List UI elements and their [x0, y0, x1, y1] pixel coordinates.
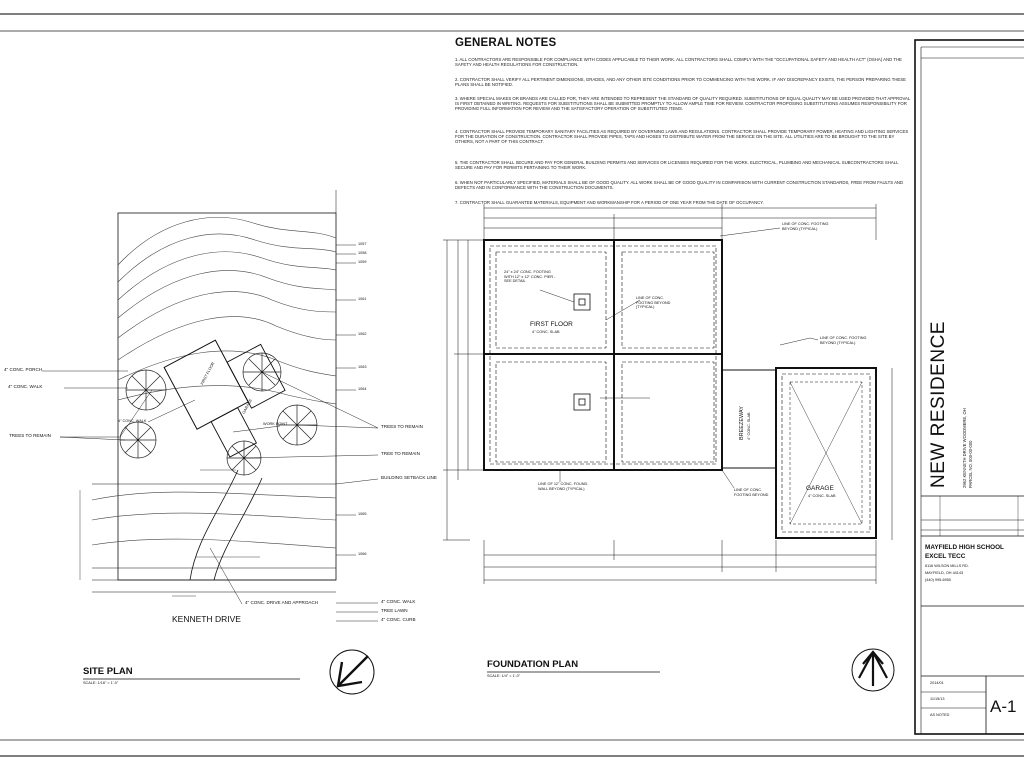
label-tree-lawn: TREE LAWN	[381, 608, 408, 613]
drawing-date: 2014/01	[930, 681, 944, 685]
note-4: 4. CONTRACTOR SHALL PROVIDE TEMPORARY SANITARY FACILITIES AS REQUIRED BY GOVERNING LAWS AND REGULATIONS. CONTRACTOR SHALL PROVIDE TEMPORARY POWER, HEATING AND LIGHTING SERVICES FOR THE DURATION OF CONSTRUCTION. CONTRACTOR SHALL PROVIDE PIPES, TAPS AND HOSES TO DISTRIBUTE WATER FROM THE SERVICE ON THE SITE. ALL UTILITIES ARE TO BE BROUGHT TO THE SITE BY OTHERS, NOT A PART OF THIS CONTRACT.	[455, 129, 909, 145]
drawing-scale: AS NOTED	[930, 713, 950, 717]
school-city: MAYFIELD, OH 44143	[925, 571, 964, 575]
note-3: 3. WHERE SPECIAL MAKES OR BRANDS ARE CALLED FOR, THEY ARE INTENDED TO REPRESENT THE STANDARD OF QUALITY REQUIRED. SUBSTITUTIONS OF EQUAL QUALITY MAY BE USED PROVIDED THAT APPROVAL IS FIRST OBTAINED IN WRITING. REQUESTS FOR SUBSTITUTIONS SHALL BE SUBMITTED PROMPTLY TO ALLOW AMPLE TIME FOR REVIEW. CONTRACTOR PROPOSING SUBSTITUTIONS ASSUMES RESPONSIBILITY FOR PROVIDING FULL INFORMATION FOR REVIEW AND THE SATISFACTORY OPERATION OF SUBSTITUTED ITEMS.	[455, 96, 911, 112]
site-label-garage: GARAGE	[241, 398, 253, 415]
label-conc-walk-b: 4" CONC. WALK	[381, 599, 416, 604]
fp-label-breezeway-slab: 4" CONC. SLAB	[747, 412, 751, 440]
label-work-point: WORK POINT	[263, 422, 288, 426]
fp-label-breezeway: BREEZEWAY	[739, 406, 745, 440]
contour-1064: 1064	[358, 387, 367, 391]
site-label-first-floor: FIRST FLOOR	[200, 361, 216, 386]
note-1: 1. ALL CONTRACTORS ARE RESPONSIBLE FOR COMPLIANCE WITH CODES APPLICABLE TO THEIR WORK. ALL CONTRACTORS SHALL COMPLY WITH THE "OCCUPATIONAL SAFETY AND HEALTH ACT" (OSHA) AND THE SAFETY AND HEALTH REGULATIONS FOR CONSTRUCTION.	[455, 57, 902, 68]
note-7: 7. CONTRACTOR SHALL GUARANTEE MATERIALS, EQUIPMENT AND WORKMANSHIP FOR A PERIOD OF ONE YEAR FROM THE DATE OF OCCUPANCY.	[455, 200, 764, 205]
contour-1066: 1066	[358, 552, 367, 556]
drawing-date-2: 11/15/13	[930, 697, 945, 701]
label-conc-porch: 4" CONC. PORCH	[4, 367, 43, 372]
project-address-1: 2962 KENNETH DRIVE WOODMERE, OH	[962, 408, 967, 488]
foundation-plan-title: FOUNDATION PLAN	[487, 659, 579, 670]
label-tree-remain: TREE TO REMAIN	[381, 451, 420, 456]
note-5: 5. THE CONTRACTOR SHALL SECURE AND PAY FOR GENERAL BUILDING PERMITS AND SERVICES OR LICENSES REQUIRED FOR THE WORK. ELECTRICAL, PLUMBING AND MECHANICAL SUBCONTRACTORS SHALL SECURE AND PAY FOR PERMITS PERTAINING TO THEIR WORK.	[455, 160, 899, 171]
contour-1065: 1065	[358, 512, 367, 516]
fp-label-line-beyond-top: LINE OF CONC. FOOTING BEYOND (TYPICAL)	[782, 222, 829, 231]
contour-1057: 1057	[358, 242, 367, 246]
project-title: NEW RESIDENCE	[928, 321, 949, 488]
note-6: 6. WHEN NOT PARTICULARLY SPECIFIED, MATERIALS SHALL BE OF GOOD QUALITY. ALL WORK SHALL BE OF GOOD QUALITY IN COMPARISON WITH CURRENT CONSTRUCTION STANDARDS, FREE FROM FAULTS AND DEFECTS AND IN CONFORMANCE WITH THE CONSTRUCTION DOCUMENTS.	[455, 180, 904, 191]
fp-label-first-floor-slab: 4" CONC. SLAB	[532, 330, 560, 334]
fp-label-line-beyond: LINE OF CONC. FOOTING BEYOND (TYPICAL)	[636, 296, 671, 310]
fp-label-garage: GARAGE	[806, 485, 834, 492]
foundation-plan-scale: SCALE: 1/4" = 1'-0"	[487, 674, 521, 678]
label-setback-line: BUILDING SETBACK LINE	[381, 475, 437, 480]
label-trees-remain-right: TREES TO REMAIN	[381, 424, 423, 429]
fp-label-footing: 24" x 24" CONC. FOOTING WITH 12" x 12" CONC. PIER - SEE DETAIL	[504, 270, 556, 284]
sheet-number: A-1	[990, 697, 1017, 716]
fp-label-line-footing-beyond: LINE OF CONC. FOOTING BEYOND	[734, 488, 769, 497]
contour-1063: 1063	[358, 365, 367, 369]
site-plan-scale: SCALE: 1/16" = 1'-0"	[83, 681, 119, 685]
contour-1059: 1059	[358, 260, 367, 264]
general-notes-title: GENERAL NOTES	[455, 37, 557, 49]
site-plan-title: SITE PLAN	[83, 666, 133, 677]
school-street: 6116 WILSON MILLS RD.	[925, 564, 969, 568]
fp-label-garage-slab: 4" CONC. SLAB	[808, 494, 836, 498]
street-name: KENNETH DRIVE	[172, 614, 241, 624]
school-name: MAYFIELD HIGH SCHOOL	[925, 544, 1004, 551]
label-conc-walk: 4" CONC. WALK	[8, 384, 43, 389]
fp-label-line-found: LINE OF 12" CONC. FOUND. WALL BEYOND (TYPICAL)	[538, 482, 589, 491]
contour-1058: 1058	[358, 251, 367, 255]
program-name: EXCEL TECC	[925, 553, 966, 560]
label-trees-remain-left: TREES TO REMAIN	[9, 433, 51, 438]
project-address-2: PARCEL NO. 000-00-000	[968, 440, 973, 488]
school-phone: (440) 995-6950	[925, 578, 951, 582]
label-conc-drive: 4" CONC. DRIVE AND APPROACH	[245, 600, 319, 605]
fp-label-line-beyond-2: LINE OF CONC. FOOTING BEYOND (TYPICAL)	[820, 336, 867, 345]
note-2: 2. CONTRACTOR SHALL VERIFY ALL PERTINENT DIMENSIONS, GRADES, AND ANY OTHER SITE CONDITIONS PRIOR TO COMMENCING WITH THE WORK. IF ANY DISCREPANCY EXISTS, THE PERSON PREPARING THESE PLANS SHALL BE NOTIFIED.	[455, 77, 907, 88]
fp-label-first-floor: FIRST FLOOR	[530, 321, 573, 328]
contour-1061: 1061	[358, 297, 367, 301]
contour-1062: 1062	[358, 332, 367, 336]
label-conc-curb: 4" CONC. CURB	[381, 617, 416, 622]
label-conc-walk-mid: 4" CONC. WALK	[118, 419, 147, 423]
